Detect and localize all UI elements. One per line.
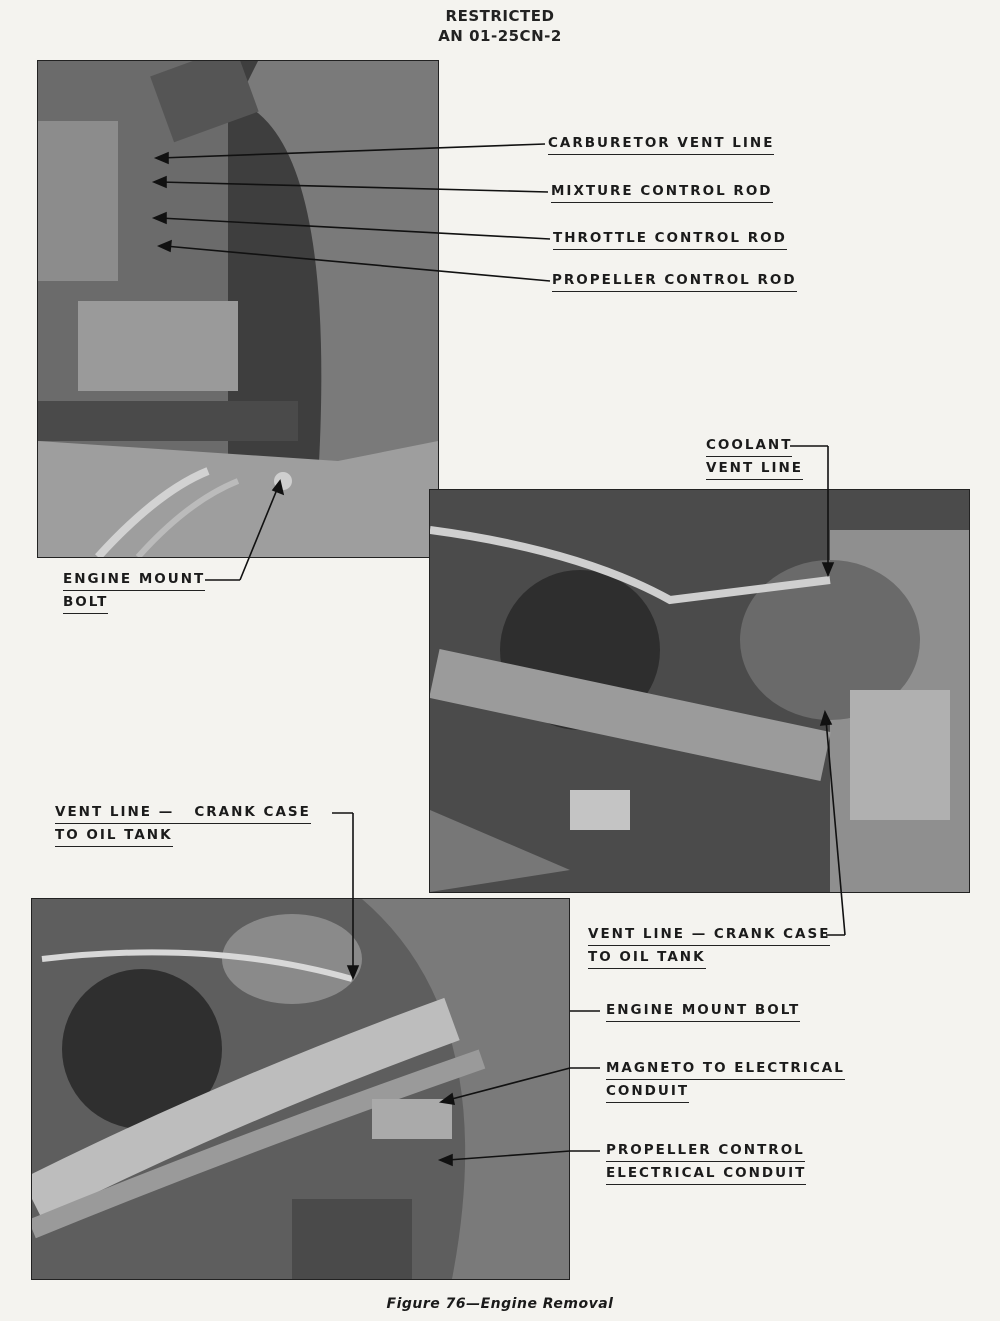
label-coolant-vent-line: COOLANT VENT LINE: [706, 434, 803, 480]
label-engine-mount-bolt-top: ENGINE MOUNT BOLT: [63, 568, 205, 614]
document-number: AN 01-25CN-2: [438, 27, 562, 45]
label-carburetor-vent-line: CARBURETOR VENT LINE: [548, 132, 774, 155]
label-propeller-control-rod: PROPELLER CONTROL ROD: [552, 269, 797, 292]
figure-caption: Figure 76—Engine Removal: [386, 1296, 614, 1312]
label-vent-line-crank-case-right: VENT LINE — CRANK CASE TO OIL TANK: [588, 923, 830, 969]
label-propeller-control-electrical-conduit: PROPELLER CONTROL ELECTRICAL CONDUIT: [606, 1139, 806, 1185]
classification-marking: RESTRICTED: [445, 7, 555, 25]
label-vent-line-crank-case-left: VENT LINE — CRANK CASE TO OIL TANK: [55, 801, 311, 847]
label-engine-mount-bolt-bottom: ENGINE MOUNT BOLT: [606, 999, 800, 1022]
label-throttle-control-rod: THROTTLE CONTROL ROD: [553, 227, 787, 250]
label-mixture-control-rod: MIXTURE CONTROL ROD: [551, 180, 773, 203]
label-magneto-electrical-conduit: MAGNETO TO ELECTRICAL CONDUIT: [606, 1057, 845, 1103]
